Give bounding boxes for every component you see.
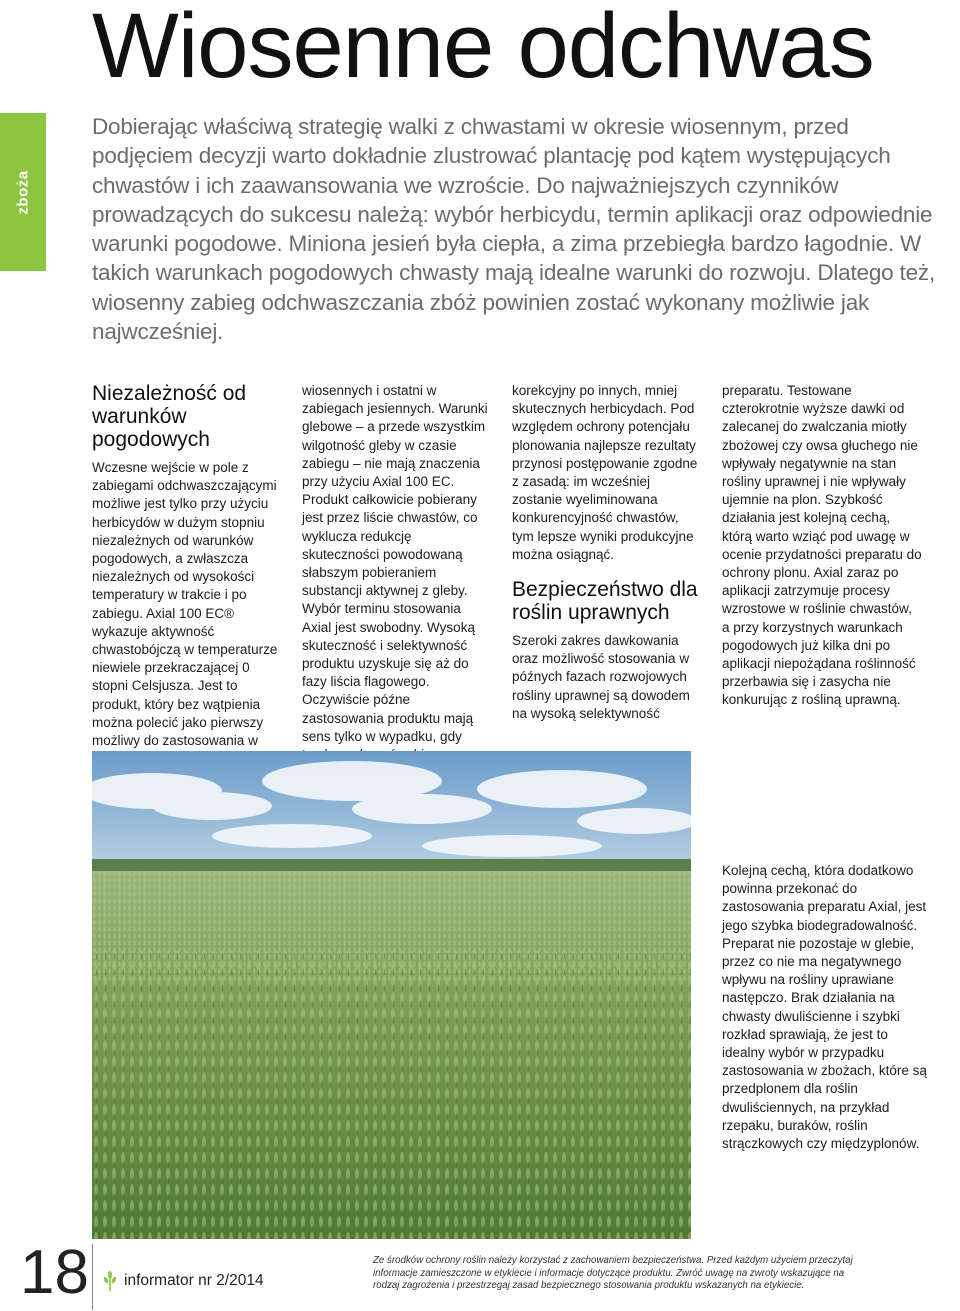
body-text: Wczesne wejście w pole z zabiegami odchwaszczającymi możliwe jest tylko przy użyciu herbicydów w dużym stopniu niezależnych od warunków pogodowych, a zwłaszcza niezależnych od wysokości temperatury w trakcie i po zabiegu. Axial 100 EC® wykazuje aktywność chwastobójczą w temperaturze niewiele przekraczającej 0 stopni Celsjusza. Jest to produkt, który bez wątpienia można polecić jako pierwszy możliwy do zastosowania w bbox=[92, 460, 278, 749]
section-tab-label: zboża bbox=[14, 169, 32, 215]
section-heading-safety: Bezpieczeństwo dla roślin uprawnych bbox=[512, 578, 698, 625]
page-number: 18 bbox=[20, 1238, 89, 1307]
page-title: Wiosenne odchwas bbox=[92, 0, 874, 97]
body-text: Kolejną cechą, która dodatkowo powinna przekonać do zastosowania preparatu Axial, jest jego szybka biodegradowalność. Preparat nie pozostaje w glebie, przez co nie ma negatywnego wpływu na rośliny uprawiane następczo. Brak działania na chwasty dwuliścienne i szybki rozkład sprawiają, że jest to idealny wybór w przypadku zastosowania w zbożach, które są przedplonem dla roślin dwuliściennych, na przykład rzepaku, buraków, roślin strączkowych czy międzyplonów. bbox=[722, 863, 927, 1152]
article-column-5 bbox=[722, 862, 927, 1153]
article-column-3 bbox=[512, 382, 702, 723]
body-text: korekcyjny po innych, mniej skutecznych herbicydach. Pod względem ochrony potencjału plonowania najlepsze rezultaty przynosi postępowanie zgodne z zasadą: im wcześniej zostanie wyeliminowana konkurencyjność chwastów, tym lepsze wyniki produkcyjne można osiągnąć. bbox=[512, 383, 698, 562]
issue-label: informator nr 2/2014 bbox=[124, 1272, 264, 1289]
section-heading-weather: Niezależność od warunków pogodowych bbox=[92, 382, 247, 451]
section-tab bbox=[0, 113, 46, 271]
body-text: Szeroki zakres dawkowania oraz możliwość stosowania w późnych fazach rozwojowych rośliny uprawnej są dowodem na wysoką selektywność bbox=[512, 633, 690, 721]
body-text: wiosennych i ostatni w zabiegach jesiennych. Warunki glebowe – a przede wszystkim wilgotność gleby w czasie zabiegu – nie mają znaczenia przy użyciu Axial 100 EC. Produkt całkowicie pobierany jest przez liście chwastów, co wyklucza redukcję skuteczności powodowaną słabszym pobieraniem substancji aktywnej z gleby. Wybór terminu stosowania Axial jest swobodny. Wysoką skuteczność i selektywność produktu uzyskuje się aż do fazy liścia flagowego. Oczywiście późne zastosowania produktu mają sens tylko w wypadku, gdy bbox=[302, 383, 488, 744]
wheat-field-photo bbox=[92, 751, 691, 1239]
article-column-2 bbox=[302, 382, 492, 764]
lead-paragraph: Dobierając właściwą strategię walki z chwastami w okresie wiosennym, przed podjęciem decyzji warto dokładnie zlustrować plantację pod kątem występujących chwastów i ich zaawansowania we wzroście. Do najważniejszych czynników prowadzących do sukcesu należą: wybór herbicydu, termin aplikacji oraz odpowiednie warunki pogodowe. Miniona jesień była ciepła, a zima przebiegła bardzo łagodnie. W takich warunkach pogodowych chwasty mają idealne warunki do rozwoju. Dlatego też, wiosenny zabieg odchwaszczania zbóż powinien zostać wykonany możliwie jak najwcześniej. bbox=[92, 114, 936, 345]
safety-disclaimer: Ze środków ochrony roślin należy korzystać z zachowaniem bezpieczeństwa. Przed każdym użyciem przeczytaj informacje zamieszczone w etykiecie i informacje dotyczące produktu. Zwróć uwagę na zwroty wskazujące na rodzaj zagrożenia i przestrzegaj zasad bezpiecznego stosowania produktu wskazanych na etykiecie. bbox=[373, 1255, 853, 1292]
footer-divider bbox=[92, 1244, 93, 1310]
article-column-4 bbox=[722, 382, 922, 710]
wheat-field-illustration bbox=[92, 751, 691, 1239]
wheat-ear-icon bbox=[100, 1270, 120, 1292]
article-column-1 bbox=[92, 382, 282, 768]
body-text: preparatu. Testowane czterokrotnie wyższe dawki od zalecanej do zwalczania miotły zbożowej czy owsa głuchego nie wpływały negatywnie na stan rośliny uprawnej i nie wpływały ujemnie na plon. Szybkość działania jest kolejną cechą, którą warto wziąć pod uwagę w ocenie przydatności preparatu do ochrony plonu. Axial zaraz po aplikacji zatrzymuje procesy wzrostowe w roślinie chwastów, a przy korzystnych warunkach pogodowych już kilka dni po aplikacji niepożądana roślinność przerbawia się i zasycha nie konkurując z rośliną uprawną. bbox=[722, 383, 922, 708]
